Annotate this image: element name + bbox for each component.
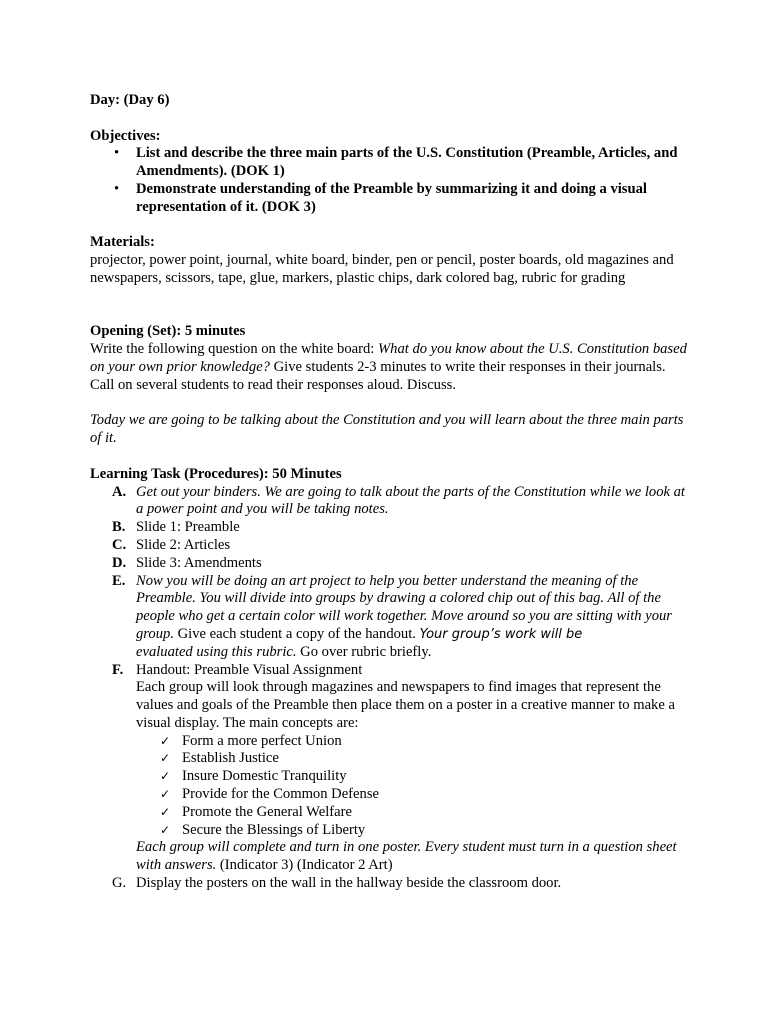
learning-task-heading: Learning Task (Procedures): 50 Minutes [90,465,342,482]
concept-item: ✓ Insure Domestic Tranquility [160,768,347,785]
step-g: G. Display the posters on the wall in the hallway beside the classroom door. [112,875,562,892]
opening-script: Today we are going to be talking about the Constitution and you will learn about the three main parts of it. [90,412,684,447]
step-c: C. Slide 2: Articles [112,536,231,553]
handout-description: Each group will look through magazines and newspapers to find images that represent the values and goals of the Preamble then place them on a poster in a creative manner to make a visual display. The main concepts are: [136,679,675,731]
handout-title: Handout: Preamble Visual Assignment [136,661,363,678]
step-f: F. Handout: Preamble Visual Assignment Each group will look through magazines and newspapers to find images that represent the values and goals of the Preamble then place them on a poster in a creative manner to make a visual display. The main concepts are: ✓ Form a more perfect Union ✓ Establish Justice ✓ Insure Domestic Tranquility ✓ Provide for the Common Defense ✓ Promote the General Welfare ✓ Secure the Blessings of Liberty Each group will complete and turn in one poster. Every student must turn in a question sheet with answers. (Indicator 3) (Indicator 2 Art) [90,662,690,876]
objectives-heading: Objectives: [90,127,161,144]
closing-instruction: Each group will complete and turn in one poster. Every student must turn in a question sheet with answers. [136,839,677,874]
check-icon: ✓ [160,822,171,837]
concept-item: ✓ Form a more perfect Union [160,732,342,749]
objective-item: • Demonstrate understanding of the Preamble by summarizing it and doing a visual representation of it. (DOK 3) [114,180,647,215]
step-a: A. Get out your binders. We are going to talk about the parts of the Constitution while we look at a power point and you will be taking notes. [112,483,685,518]
check-icon: ✓ [160,769,171,784]
step-e: E. Now you will be doing an art project to help you better understand the meaning of the Preamble. You will divide into groups by drawing a colored chip out of this bag. All of the people who get a certain color will work together. Move around so you are sitting with your group. Give each student a copy of the handout. Your group’s work will be evaluated using this rubric. Go over rubric briefly. [112,572,672,660]
bullet-icon: • [114,145,120,162]
step-d: D. Slide 3: Amendments [112,554,262,571]
materials-heading: Materials: [90,234,155,251]
check-icon: ✓ [160,751,171,766]
concept-item: ✓ Secure the Blessings of Liberty [160,821,366,838]
check-icon: ✓ [160,733,171,748]
opening-heading: Opening (Set): 5 minutes [90,323,246,340]
concept-item: ✓ Provide for the Common Defense [160,786,379,803]
opening-text: Write the following question on the white board: What do you know about the U.S. Constitution based on your own prior knowledge? Give students 2-3 minutes to write their responses in their journals. Call on several students to read their responses aloud. Discuss. [90,341,687,393]
objectives-list [90,145,690,216]
day-heading: Day: (Day 6) [90,92,170,108]
check-icon: ✓ [160,787,171,802]
preamble-concepts-list [136,733,690,840]
bullet-icon: • [114,180,120,197]
concept-item: ✓ Promote the General Welfare [160,803,352,820]
concept-item: ✓ Establish Justice [160,750,279,767]
materials-text: projector, power point, journal, white board, binder, pen or pencil, poster boards, old magazines and newspapers, scissors, tape, glue, markers, plastic chips, dark colored bag, rubric for grading [90,252,674,286]
opening-question: What do you know about the U.S. Constitution based on your own prior knowledge? [90,341,687,375]
step-b: B. Slide 1: Preamble [112,519,240,536]
check-icon: ✓ [160,804,171,819]
procedure-list [90,484,690,893]
lesson-plan-document [90,92,690,893]
objective-item: • List and describe the three main parts of the U.S. Constitution (Preamble, Articles, and Amendments). (DOK 1) [114,145,678,180]
